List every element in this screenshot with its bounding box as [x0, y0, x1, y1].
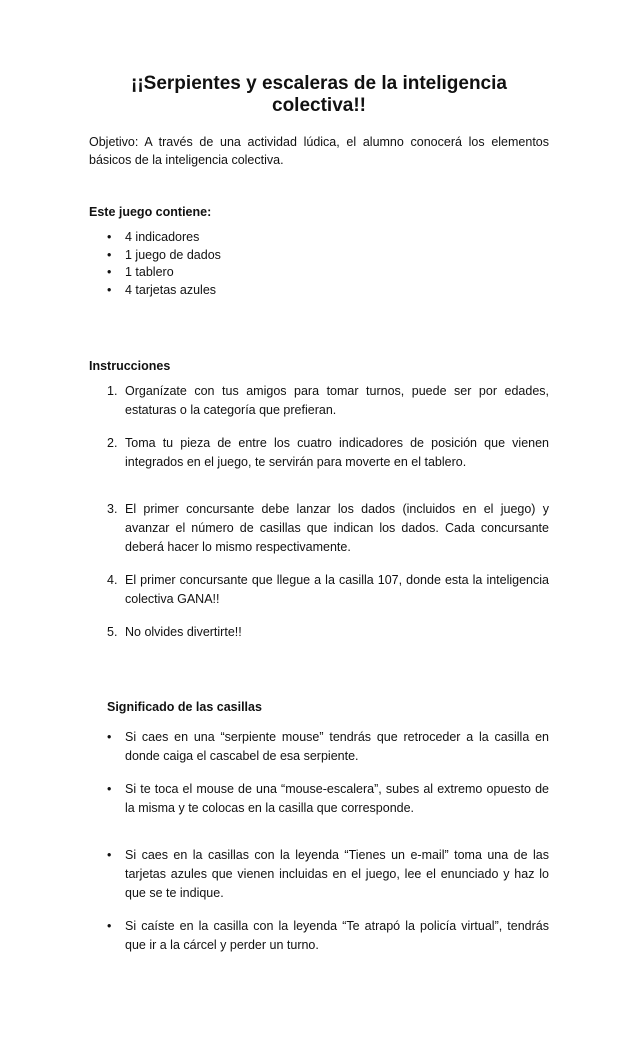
instruction-text: Organízate con tus amigos para tomar turnos, puede ser por edades, estaturas o la categoría que prefieran.: [125, 384, 549, 417]
meaning-item: • Si caes en la casillas con la leyenda “Tienes un e-mail” toma una de las tarjetas azules que vienen incluidas en el juego, lee el enunciado y haz lo que se te indique.: [107, 846, 549, 903]
meaning-item: • Si te toca el mouse de una “mouse-escalera”, subes al extremo opuesto de la misma y te colocas en la casilla que corresponde.: [107, 780, 549, 818]
contents-list: [89, 229, 549, 299]
contents-heading: Este juego contiene:: [89, 205, 212, 219]
instruction-item: [107, 382, 549, 420]
instruction-number: 2.: [107, 436, 118, 450]
list-item: • 1 juego de dados: [107, 247, 549, 265]
meanings-list: [89, 728, 549, 955]
instruction-item: [107, 623, 549, 642]
document-title: ¡¡Serpientes y escaleras de la inteligencia colectiva!!: [131, 73, 507, 116]
instruction-number: 1.: [107, 384, 118, 398]
instruction-item: [107, 571, 549, 609]
instruction-item: [107, 500, 549, 557]
meaning-item: • Si caíste en la casilla con la leyenda “Te atrapó la policía virtual”, tendrás que ir a la cárcel y perder un turno.: [107, 917, 549, 955]
objective-paragraph: Objetivo: A través de una actividad lúdica, el alumno conocerá los elementos básicos de la inteligencia colectiva.: [89, 135, 549, 167]
instruction-number: 5.: [107, 625, 118, 639]
instruction-text: El primer concursante que llegue a la casilla 107, donde esta la inteligencia colectiva GANA!!: [125, 573, 549, 606]
instructions-heading: Instrucciones: [89, 359, 171, 373]
list-item: • 4 indicadores: [107, 229, 549, 247]
meanings-heading: Significado de las casillas: [107, 700, 262, 714]
list-item: • 1 tablero: [107, 264, 549, 282]
instruction-item: [107, 434, 549, 472]
list-item: • 4 tarjetas azules: [107, 282, 549, 300]
instruction-text: El primer concursante debe lanzar los dados (incluidos en el juego) y avanzar el número de casillas que indican los dados. Cada concursante deberá hacer lo mismo respectivamente.: [125, 502, 549, 554]
instruction-text: No olvides divertirte!!: [125, 625, 242, 639]
instructions-list: [89, 382, 549, 642]
instruction-text: Toma tu pieza de entre los cuatro indicadores de posición que vienen integrados en el juego, te servirán para moverte en el tablero.: [125, 436, 549, 469]
instruction-number: 4.: [107, 573, 118, 587]
instruction-number: 3.: [107, 502, 118, 516]
meaning-item: • Si caes en una “serpiente mouse” tendrás que retroceder a la casilla en donde caiga el cascabel de esa serpiente.: [107, 728, 549, 766]
